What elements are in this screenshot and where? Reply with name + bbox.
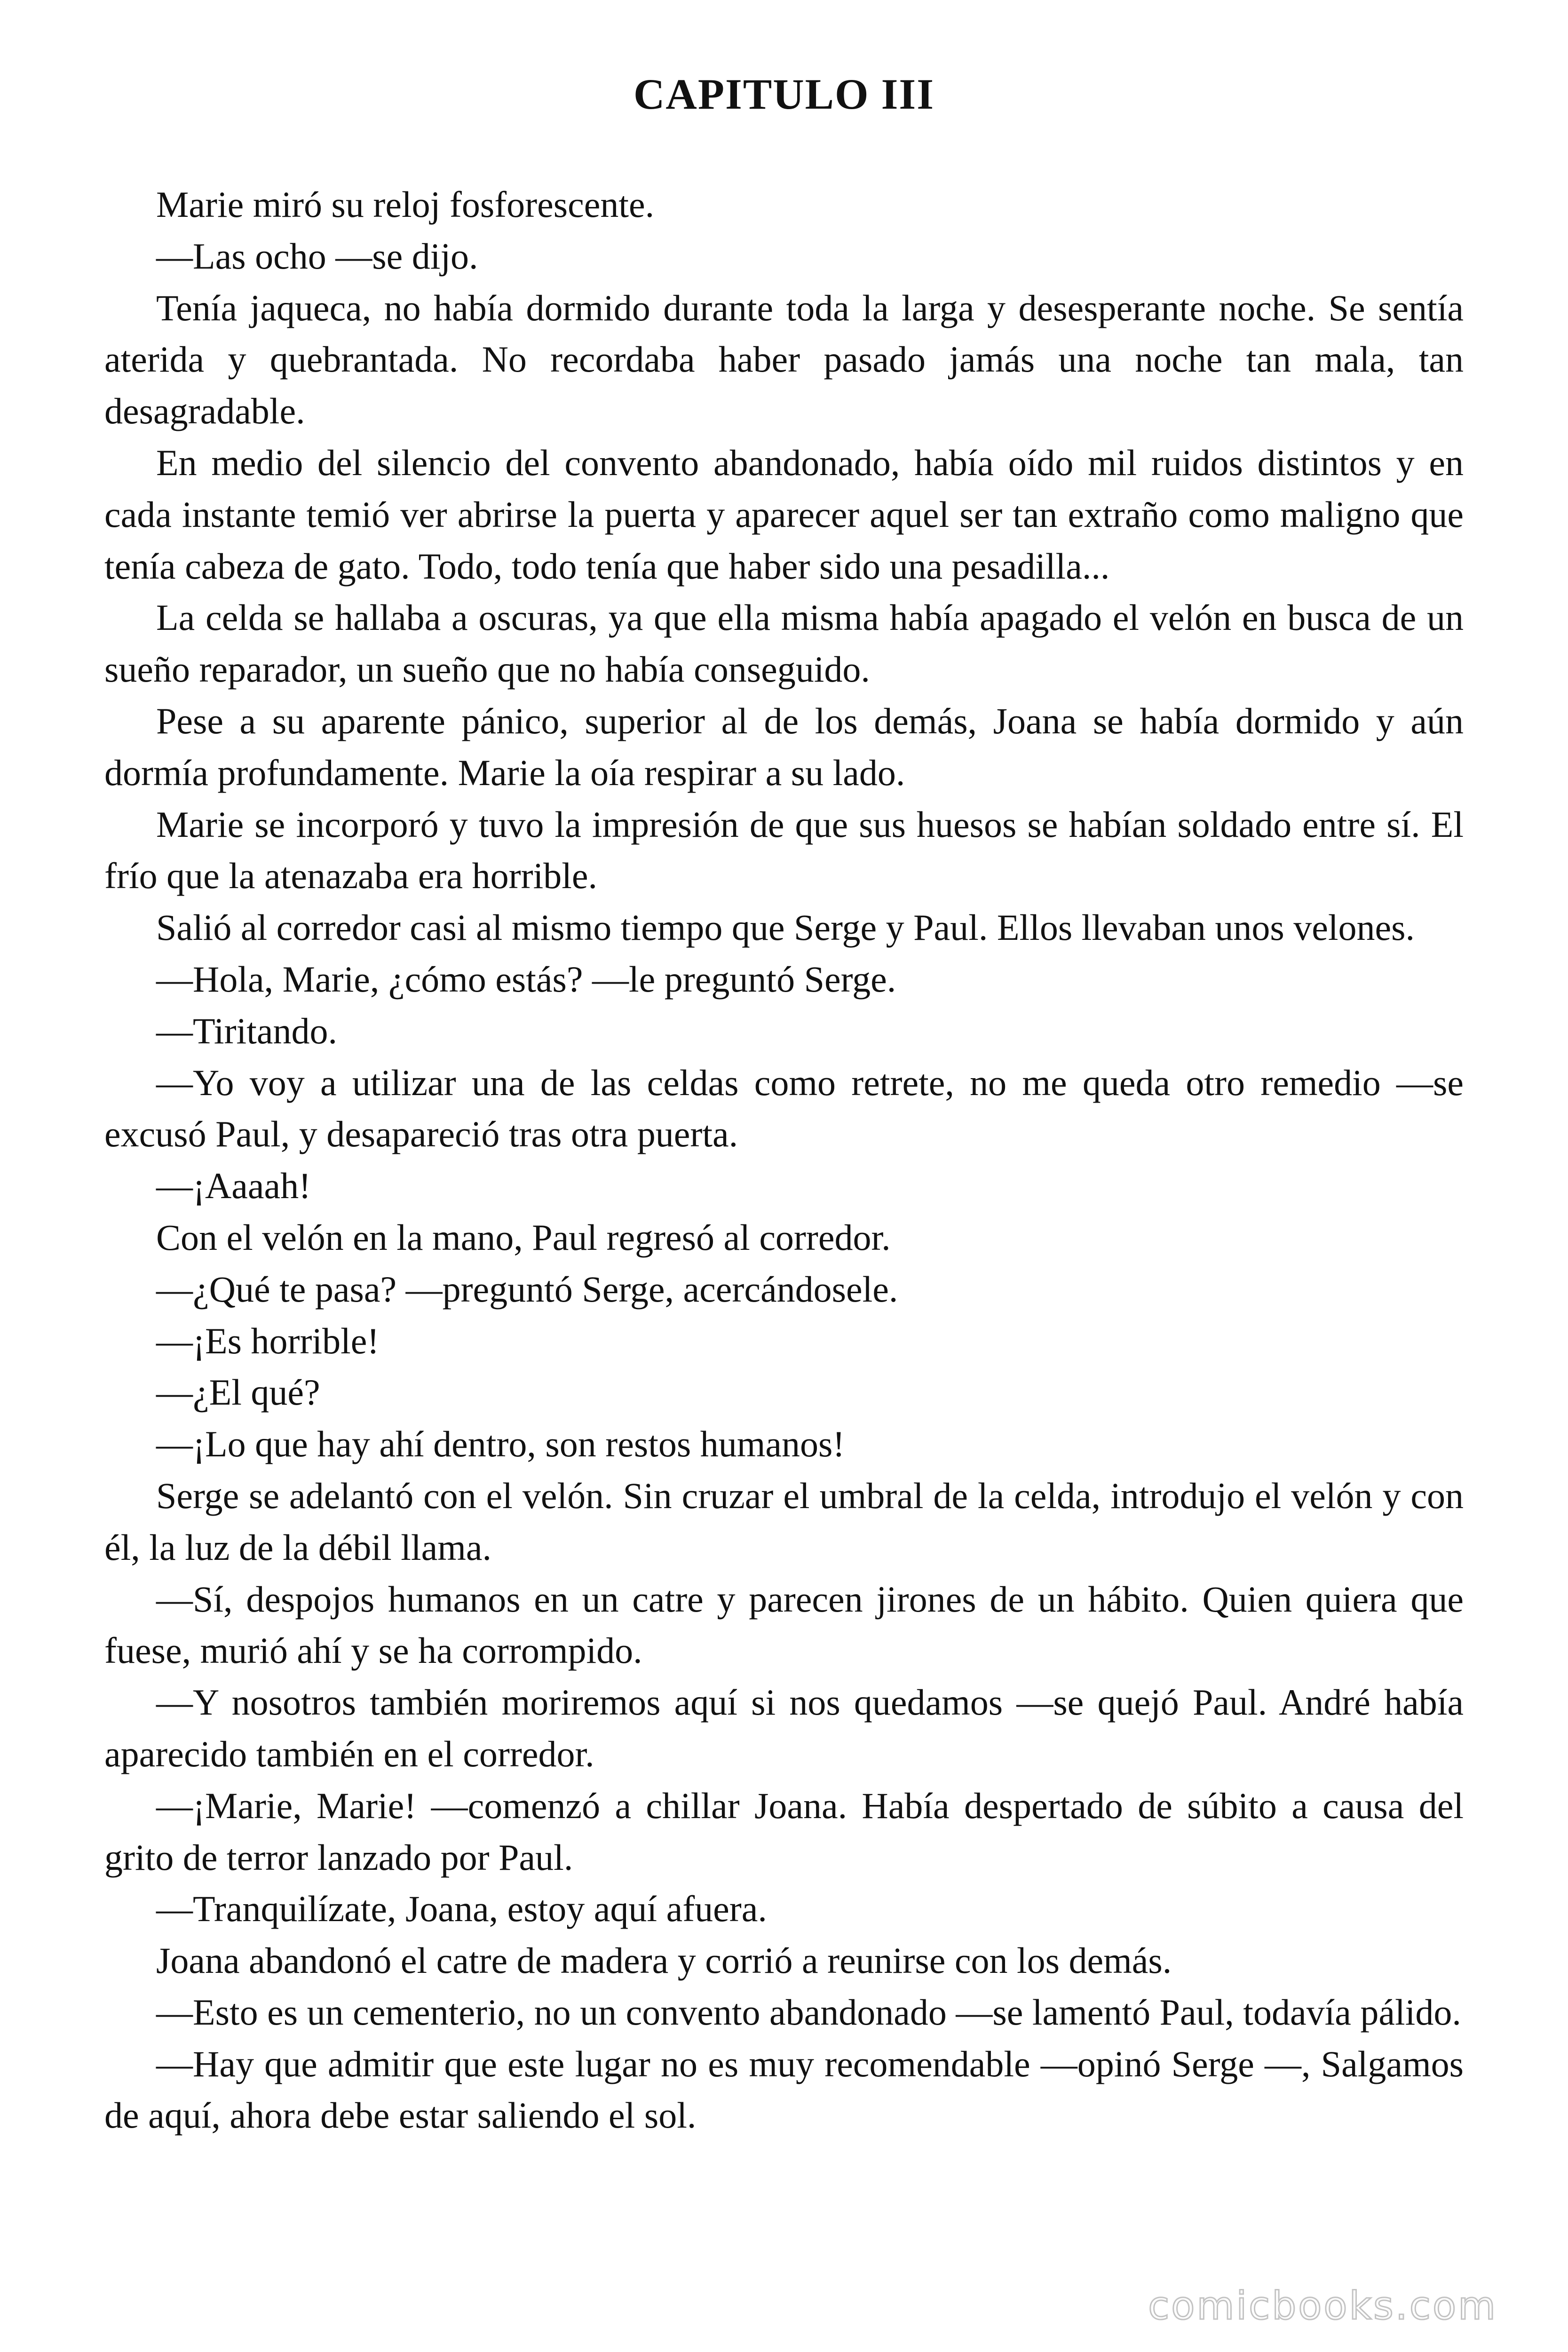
paragraph: En medio del silencio del convento abandonado, había oído mil ruidos distintos y en cada instante temió ver abrirse la puerta y aparecer aquel ser tan extraño como maligno que tenía cabeza de gato. Todo, todo tenía que haber sido una pesadilla... (104, 442, 1464, 587)
paragraph: —Tiritando. (156, 1010, 338, 1051)
paragraph: Joana abandonó el catre de madera y corrió a reunirse con los demás. (156, 1940, 1172, 1981)
paragraph: Marie miró su reloj fosforescente. (156, 184, 655, 225)
paragraph: —Las ocho —se dijo. (156, 235, 478, 277)
paragraph: —¿El qué? (156, 1372, 320, 1413)
paragraph: —Hay que admitir que este lugar no es muy recomendable —opinó Serge —, Salgamos de aquí, ahora debe estar saliendo el sol. (104, 2043, 1464, 2136)
paragraph: Tenía jaqueca, no había dormido durante toda la larga y desesperante noche. Se sentía aterida y quebrantada. No recordaba haber pasado jamás una noche tan mala, tan desagradable. (104, 287, 1464, 432)
chapter-body (104, 179, 1464, 2141)
paragraph: —Sí, despojos humanos en un catre y parecen jirones de un hábito. Quien quiera que fuese, murió ahí y se ha corrompido. (104, 1578, 1464, 1671)
paragraph: La celda se hallaba a oscuras, ya que ella misma había apagado el velón en busca de un sueño reparador, un sueño que no había conseguido. (104, 597, 1464, 690)
paragraph: —¡Es horrible! (156, 1320, 380, 1361)
chapter-title: CAPITULO III (633, 70, 934, 118)
paragraph: Pese a su aparente pánico, superior al de los demás, Joana se había dormido y aún dormía profundamente. Marie la oía respirar a su lado. (104, 700, 1464, 793)
paragraph: —Yo voy a utilizar una de las celdas como retrete, no me queda otro remedio —se excusó Paul, y desapareció tras otra puerta. (104, 1062, 1464, 1155)
paragraph: —¡Aaaah! (156, 1165, 311, 1207)
paragraph: —Hola, Marie, ¿cómo estás? —le preguntó Serge. (156, 958, 896, 1000)
paragraph: Serge se adelantó con el velón. Sin cruzar el umbral de la celda, introdujo el velón y con él, la luz de la débil llama. (104, 1475, 1464, 1568)
paragraph: —¡Lo que hay ahí dentro, son restos humanos! (156, 1423, 845, 1465)
paragraph: Con el velón en la mano, Paul regresó al corredor. (156, 1216, 891, 1258)
paragraph: —Esto es un cementerio, no un convento abandonado —se lamentó Paul, todavía pálido. (156, 1991, 1461, 2033)
paragraph: Salió al corredor casi al mismo tiempo que Serge y Paul. Ellos llevaban unos velones. (156, 907, 1415, 948)
paragraph: —Tranquilízate, Joana, estoy aquí afuera. (156, 1888, 767, 1930)
paragraph: —¿Qué te pasa? —preguntó Serge, acercándosele. (156, 1268, 898, 1310)
paragraph: —¡Marie, Marie! —comenzó a chillar Joana. Había despertado de súbito a causa del grito de terror lanzado por Paul. (104, 1785, 1464, 1878)
paragraph: —Y nosotros también moriremos aquí si nos quedamos —se quejó Paul. André había aparecido también en el corredor. (104, 1682, 1464, 1774)
watermark-text: comicbooks.com (1148, 2284, 1497, 2328)
paragraph: Marie se incorporó y tuvo la impresión de que sus huesos se habían soldado entre sí. El frío que la atenazaba era horrible. (104, 803, 1464, 897)
